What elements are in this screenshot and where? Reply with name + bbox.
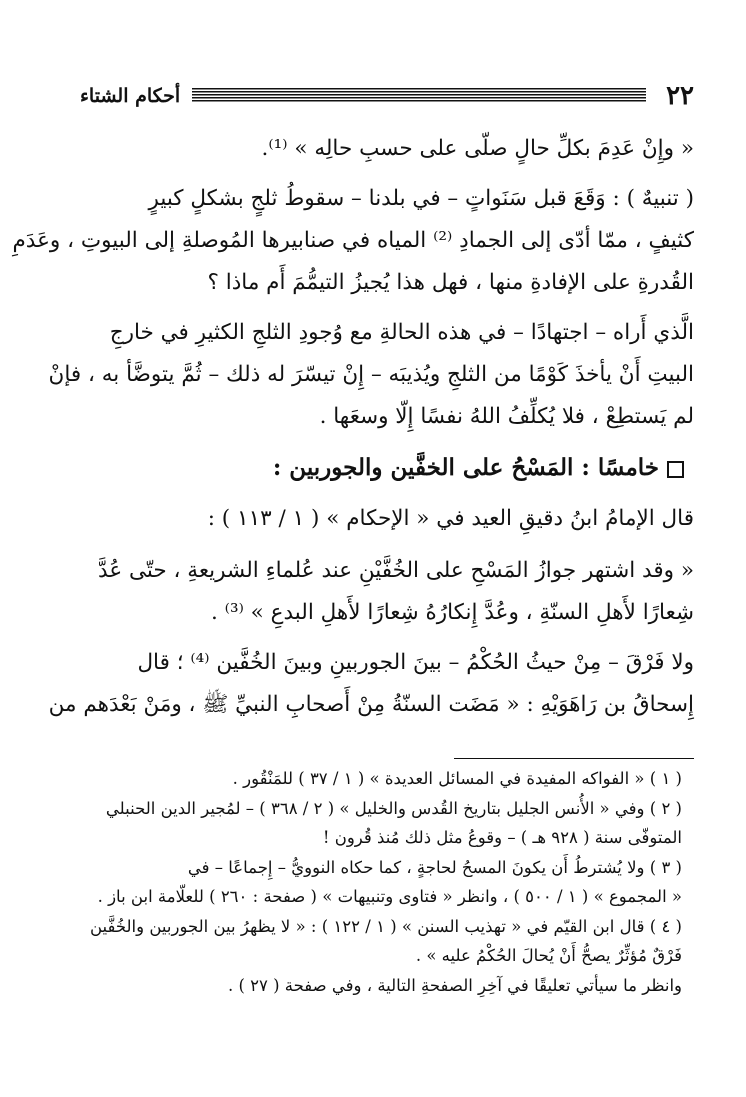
footnote-line: ( ٤ ) قال ابن القيّم في « تهذيب السنن » ( ١ / ١٢٢ ) : « لا يظهرُ بين الجوربين والخُفَّين [89, 916, 682, 936]
square-bullet-icon [667, 461, 684, 478]
footnote-line: المتوفّى سنة ( ٩٢٨ هـ ) – وقوعُ مثل ذلك مُنذ قُرون ! [322, 828, 682, 847]
text-line: الَّذي أَراه – اجتهادًا – في هذه الحالةِ مع وُجودِ الثلجِ الكثيرِ في خارجِ [109, 320, 694, 345]
paragraph-1 [48, 128, 694, 170]
text-line: « وإِنْ عَدِمَ بكلِّ حالٍ صلّى على حسبِ حالِه » ⁽¹⁾. [261, 136, 694, 161]
footnote-4 [48, 912, 682, 1001]
book-title: أحكام الشتاء [80, 85, 181, 107]
footnote-line: « المجموع » ( ١ / ٥٠٠ ) ، وانظر « فتاوى وتنبيهات » ( صفحة : ٢٦٠ ) للعلّامة ابن باز . [97, 887, 682, 906]
paragraph-6 [48, 642, 694, 726]
footnote-line: ( ١ ) « الفواكه المفيدة في المسائل العديدة » ( ١ / ٣٧ ) للمَنْقُور . [232, 769, 682, 788]
footnote-divider [454, 758, 694, 759]
text-line: قال الإمامُ ابنُ دقيقِ العيد في « الإحكام » ( ١ / ١١٣ ) : [207, 506, 694, 531]
text-line: ( تنبيهٌ ) : وَقَعَ قبل سَنَواتٍ – في بلدنا – سقوطُ ثلجٍ بشكلٍ كبيرٍ [148, 186, 694, 211]
section-heading-text: خامسًا : المَسْحُ على الخفَّين والجوربين : [272, 454, 659, 481]
main-text [12, 128, 694, 734]
section-heading [48, 446, 694, 490]
paragraph-2 [12, 178, 694, 304]
footnote-line: وانظر ما سيأتي تعليقًا في آخِرِ الصفحةِ التالية ، وفي صفحة ( ٢٧ ) . [227, 975, 682, 995]
page-number: ٢٢ [666, 81, 694, 111]
paragraph-3 [48, 312, 694, 438]
text-line: إِسحاقُ بن رَاهَوَيْهِ : « مَضَت السنّةُ مِنْ أَصحابِ النبيِّ ﷺ ، ومَنْ بَعْدَهم من [48, 692, 694, 717]
header-rule [192, 88, 646, 102]
footnote-line: ( ٣ ) ولا يُشترطُ أَن يكونَ المسحُ لحاجةٍ ، كما حكاه النوويُّ – إِجماعًا – في [187, 857, 682, 877]
text-line: لم يَستطِعْ ، فلا يُكلِّفُ اللهُ نفسًا إِلّا وسعَها . [319, 404, 694, 429]
text-line: القُدرةِ على الإفادةِ منها ، فهل هذا يُجيزُ التيمُّمَ أَم ماذا ؟ [207, 270, 694, 295]
paragraph-5 [48, 550, 694, 634]
text-line: كثيفٍ ، ممّا أدّى إلى الجمادِ ⁽²⁾ المياه في صنابيرها المُوصلةِ إلى البيوتِ ، وعَدَمِ [12, 228, 694, 253]
paragraph-4 [48, 498, 694, 540]
footnote-3 [48, 853, 682, 912]
footnotes [48, 764, 682, 1000]
footnote-line: ( ٢ ) وفي « الأُنس الجليل بتاريخ القُدس والخليل » ( ٢ / ٣٦٨ ) – لمُجير الدين الحنبلي [105, 798, 682, 818]
text-line: « وقد اشتهر جوازُ المَسْحِ على الخُفَّيْنِ عند عُلماءِ الشريعةِ ، حتّى عُدَّ [98, 558, 694, 583]
footnote-line: فَرْقٌ مُؤثِّرٌ يصحُّ أَنْ يُحالَ الحُكْمُ عليه » . [415, 946, 682, 965]
text-line: ولا فَرْقَ – مِنْ حيثُ الحُكْمُ – بينَ الجوربينِ وبينَ الخُفَّين ⁽⁴⁾ ؛ قال [137, 650, 694, 675]
footnote-2 [48, 794, 682, 853]
text-line: شِعارًا لأَهلِ السنّةِ ، وعُدَّ إِنكارُهُ شِعارًا لأَهلِ البدعِ » ⁽³⁾ . [210, 600, 694, 625]
text-line: البيتِ أَنْ يأخذَ كَوْمًا من الثلجِ ويُذيبَه – إِنْ تيسّرَ له ذلك – ثُمَّ يتوضَّأ به ، فإنْ [48, 362, 694, 387]
footnote-1 [48, 764, 682, 794]
page-header [80, 78, 694, 114]
